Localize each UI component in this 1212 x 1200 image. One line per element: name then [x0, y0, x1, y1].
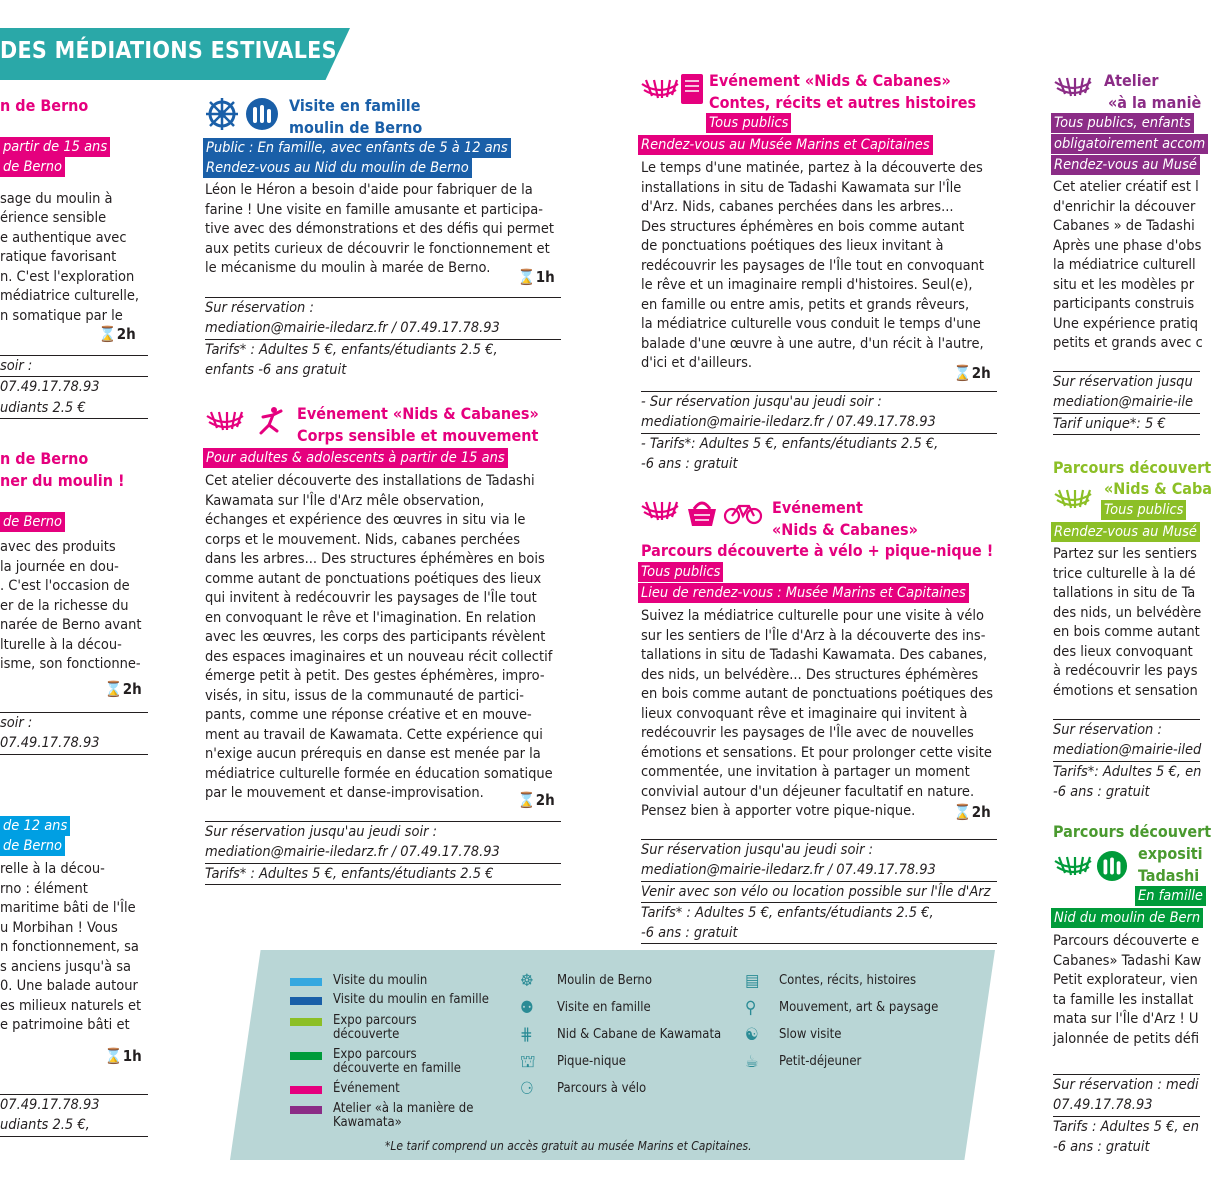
text-line: à redécouvrir les pays	[1053, 663, 1198, 679]
legend-color-label: Atelier «à la manière de Kawamata»	[333, 1101, 474, 1130]
family-icon: ⚉	[520, 998, 534, 1018]
text-line: es milieux naturels et	[0, 997, 142, 1014]
text-line: trice culturelle à la dé	[1053, 565, 1196, 582]
c1-b2-title2: Corps sensible et mouvement	[297, 426, 539, 445]
c3-b2-title2: «Nids & Caba	[1104, 479, 1212, 498]
text-line: d'enrichir la découver	[1053, 198, 1196, 215]
c0-b2-duration: ⌛2h	[104, 680, 142, 698]
c3-b1-tag2: obligatoirement accom	[1051, 134, 1208, 154]
text-line: narée de Berno avant	[0, 617, 142, 633]
text-line: émotions et sensation	[1053, 682, 1198, 699]
text-line: e patrimoine bâti et	[0, 1017, 130, 1033]
c2-b2-tag1: Tous publics	[638, 562, 723, 582]
text-line: er de la richesse du	[0, 597, 129, 614]
text-line: Après une phase d'obs	[1053, 237, 1202, 254]
banner-title: DES MÉDIATIONS ESTIVALES	[0, 38, 337, 64]
c3-b1-title1: Atelier	[1104, 71, 1159, 90]
text-line: le mécanisme du moulin à marée de Berno.	[205, 260, 491, 276]
picnic-basket-icon	[686, 497, 718, 531]
wheel-icon	[205, 97, 239, 135]
text-line: farine ! Une visite en famille amusante et participa-	[205, 201, 543, 218]
legend-icon-label: Moulin de Berno	[557, 973, 652, 988]
c3-b2-tag1: Tous publics	[1101, 500, 1186, 520]
c3-b2-text	[1053, 545, 1200, 701]
text-line: par le mouvement et danse-improvisation.	[205, 785, 484, 801]
c1-b1-reservation: Sur réservation : mediation@mairie-iledarz.fr / 07.49.17.78.93 Tarifs* : Adultes 5 €, enfants/étudiants 2.5 €, enfants -6 ans gratuit	[205, 297, 561, 380]
text-line: Léon le Héron a besoin d'aide pour fabriquer de la	[205, 182, 533, 198]
c3-b2-reservation: Sur réservation : mediation@mairie-iled Tarifs*: Adultes 5 €, en -6 ans : gratuit	[1053, 719, 1200, 802]
legend-icon-label: Petit-déjeuner	[779, 1054, 862, 1069]
text-line: Pensez bien à apporter votre pique-nique.	[641, 803, 916, 819]
c2-b1-title1: Evénement «Nids & Cabanes»	[709, 71, 951, 90]
legend-swatch	[290, 1086, 322, 1094]
nest-icon	[205, 410, 245, 436]
text-line: Petit explorateur, vien	[1053, 972, 1198, 988]
text-line: convivial autour d'un déjeuner facultatif en nature.	[641, 783, 975, 800]
c1-b2-duration: ⌛2h	[517, 791, 555, 809]
hourglass-icon: ⌛	[517, 791, 536, 809]
legend-color-label: Expo parcours découverte en famille	[333, 1047, 461, 1076]
c0-b1-text	[0, 190, 150, 327]
hourglass-icon: ⌛	[953, 364, 972, 382]
hourglass-icon: ⌛	[104, 680, 123, 698]
text-line: n. C'est l'exploration	[0, 268, 135, 285]
legend-swatch	[290, 978, 322, 986]
legend-icon-label: Slow visite	[779, 1027, 842, 1042]
text-line: corps et le mouvement. Nids, cabanes perchées	[205, 531, 520, 548]
text-line: des nids, un belvédère	[1053, 604, 1202, 621]
text-line: d'ici et d'ailleurs.	[641, 355, 753, 371]
text-line: médiatrice culturelle,	[0, 288, 140, 304]
c3-b1-reservation: Sur réservation jusqu mediation@mairie-ile Tarif unique*: 5 €	[1053, 371, 1200, 435]
c3-b1-tag3: Rendez-vous au Musé	[1051, 155, 1200, 175]
c0-b3-text	[0, 860, 150, 1036]
dance-icon: ⚲	[745, 998, 757, 1018]
c3-b3-title1: Parcours découvert	[1053, 822, 1212, 841]
c2-b1-title2: Contes, récits et autres histoires	[709, 93, 977, 112]
family-icon	[245, 97, 279, 135]
c3-b3-tag1: En famille	[1135, 886, 1206, 906]
text-line: installations in situ de Tadashi Kawamata sur l'Île	[641, 179, 962, 196]
text-line: la médiatrice culturelle vous conduit le temps d'une	[641, 316, 981, 332]
basket-icon: ⛫	[520, 1052, 536, 1072]
text-line: en famille ou entre amis, petits et grands rêveurs,	[641, 296, 970, 313]
text-line: ta famille les installat	[1053, 991, 1194, 1008]
c3-b1-text	[1053, 178, 1203, 354]
c1-b1-tag2: Rendez-vous au Nid du moulin de Berno	[203, 158, 472, 178]
c1-b1-text	[205, 181, 565, 279]
c0-b3-tag2: de Berno	[0, 836, 65, 856]
text-line: maritime bâti de l'Île	[0, 900, 136, 916]
text-line: en convoquant le rêve et l'imagination. En relation	[205, 609, 536, 626]
text-line: relle à la décou-	[0, 861, 105, 877]
c2-b1-tag2: Rendez-vous au Musée Marins et Capitaines	[638, 135, 933, 155]
text-line: isme, son fonctionne-	[0, 656, 141, 672]
text-line: ment au travail de Kawamata. Cette expérience qui	[205, 726, 543, 743]
column-0	[0, 95, 150, 326]
c0-b1-tag2: de Berno	[0, 157, 65, 177]
text-line: Cet atelier créatif est l	[1053, 179, 1199, 195]
legend-color-label: Visite du moulin en famille	[333, 992, 489, 1007]
c1-b2-text	[205, 472, 565, 804]
text-line: des lieux convoquant	[1053, 643, 1193, 660]
nest-icon	[640, 78, 680, 104]
text-line: émotions et sensations. Et pour prolonger cette visite	[641, 744, 992, 761]
c2-b2-text	[641, 607, 1001, 822]
text-line: Cet atelier découverte des installations de Tadashi	[205, 473, 535, 489]
c3-b3-title2: expositi	[1138, 844, 1203, 863]
text-line: d'Arz. Nids, cabanes perchées dans les arbres...	[641, 199, 954, 215]
text-line: balade d'une œuvre à une autre, d'un récit à l'autre,	[641, 335, 984, 352]
text-line: Le temps d'une matinée, partez à la découverte des	[641, 160, 983, 176]
family-icon	[1096, 850, 1128, 886]
text-line: sur les sentiers de l'Île d'Arz à la découverte des ins-	[641, 627, 986, 644]
c2-b2-tag2: Lieu de rendez-vous : Musée Marins et Capitaines	[638, 583, 969, 603]
c3-b3-title3: Tadashi	[1138, 866, 1200, 885]
text-line: aux petits curieux de découvrir le fonctionnement et	[205, 240, 550, 257]
text-line: situ et les modèles pr	[1053, 276, 1195, 293]
text-line: sage du moulin à	[0, 190, 113, 207]
legend-icon-label: Nid & Cabane de Kawamata	[557, 1027, 722, 1042]
bicycle-icon: ⚆	[520, 1079, 534, 1099]
legend-icon-label: Mouvement, art & paysage	[779, 1000, 939, 1015]
text-line: Partez sur les sentiers	[1053, 546, 1197, 562]
text-line: comme autant de ponctuations poétiques des lieux	[205, 570, 542, 587]
text-line: la médiatrice culturell	[1053, 257, 1196, 273]
text-line: redécouvrir les paysages de l'Île tout en convoquant	[641, 257, 985, 274]
nest-icon	[1053, 855, 1093, 881]
text-line: commentée, une invitation à partager un moment	[641, 764, 970, 780]
c0-b3-reservation: 07.49.17.78.93 udiants 2.5 €,	[0, 1094, 148, 1137]
text-line: n fonctionnement, sa	[0, 939, 139, 955]
c3-b1-title2: «à la maniè	[1108, 93, 1202, 112]
c0-b2-title1: n de Berno	[0, 449, 89, 468]
text-line: mata sur l'Île d'Arz ! U	[1053, 1011, 1199, 1027]
hourglass-icon: ⌛	[953, 803, 972, 821]
c3-b3-reservation: Sur réservation : medi 07.49.17.78.93 Tarifs : Adultes 5 €, en -6 ans : gratuit	[1053, 1074, 1200, 1157]
text-line: participants construis	[1053, 296, 1195, 312]
text-line: avec des produits	[0, 539, 116, 555]
hourglass-icon: ⌛	[98, 325, 117, 343]
text-line: visés, in situ, issus de la communauté de partici-	[205, 687, 524, 704]
text-line: Suivez la médiatrice culturelle pour une visite à vélo	[641, 608, 984, 624]
text-line: . C'est l'occasion de	[0, 578, 130, 594]
text-line: des nids, un belvédère... Des structures éphémères	[641, 666, 979, 683]
text-line: Une expérience pratiq	[1053, 315, 1199, 332]
c0-b1-duration: ⌛2h	[98, 325, 136, 343]
c0-b2-reservation: soir : 07.49.17.78.93	[0, 712, 148, 755]
text-line: redécouvrir les paysages de l'Île avec de nouvelles	[641, 725, 974, 741]
c0-b3-tag1: de 12 ans	[0, 816, 70, 836]
legend-swatch	[290, 1052, 322, 1060]
legend-color-label: Événement	[333, 1081, 400, 1096]
c3-b2-tag2: Rendez-vous au Musé	[1051, 522, 1200, 542]
text-line: pants, comme une réponse créative et en mouve-	[205, 707, 532, 723]
c0-b1-reservation: soir : 07.49.17.78.93 udiants 2.5 €	[0, 355, 148, 419]
bicycle-icon	[724, 502, 762, 528]
wheel-icon: ☸	[520, 971, 534, 991]
text-line: 0. Une balade autour	[0, 978, 138, 994]
text-line: avec les œuvres, les corps des participants révèlent	[205, 629, 546, 645]
nest-icon	[1053, 488, 1093, 514]
legend-footnote: *Le tarif comprend un accès gratuit au musée Marins et Capitaines.	[385, 1139, 752, 1153]
meditation-icon: ☯	[745, 1025, 759, 1045]
text-line: e authentique avec	[0, 229, 127, 246]
c2-b2-reservation: Sur réservation jusqu'au jeudi soir : mediation@mairie-iledarz.fr / 07.49.17.78.93 Venir avec son vélo ou location possible sur l'Île d'Arz Tarifs* : Adultes 5 €, enfants/étudiants 2.5 €, -6 ans : gratuit	[641, 839, 997, 944]
legend-icon-label: Visite en famille	[557, 1000, 651, 1015]
c3-b2-title1: Parcours découvert	[1053, 458, 1212, 477]
text-line: Parcours découverte e	[1053, 933, 1200, 949]
text-line: la journée en dou-	[0, 558, 119, 575]
nest-icon	[640, 500, 680, 526]
coffee-cup-icon: ☕	[745, 1052, 759, 1072]
legend-icon-label: Parcours à vélo	[557, 1081, 647, 1096]
legend-color-label: Expo parcours découverte	[333, 1013, 417, 1042]
text-line: Kawamata sur l'Île d'Arz mêle observation,	[205, 492, 485, 509]
text-line: Des structures éphémères en bois comme autant	[641, 218, 965, 235]
c1-b2-tag: Pour adultes & adolescents à partir de 15 ans	[203, 448, 508, 468]
c2-b1-duration: ⌛2h	[953, 364, 991, 382]
c2-b1-tag1: Tous publics	[706, 113, 791, 133]
text-line: ratique favorisant	[0, 249, 117, 265]
c0-b3-duration: ⌛1h	[104, 1047, 142, 1065]
c3-b1-tag1: Tous publics, enfants	[1051, 113, 1194, 133]
c2-b2-title1: Evénement	[772, 498, 863, 517]
text-line: érience sensible	[0, 210, 107, 226]
c2-b1-reservation: - Sur réservation jusqu'au jeudi soir : mediation@mairie-iledarz.fr / 07.49.17.78.93 - Tarifs*: Adultes 5 €, enfants/étudiants 2.5 €, -6 ans : gratuit	[641, 391, 997, 474]
text-line: Cabanes» Tadashi Kaw	[1053, 952, 1202, 969]
legend-icon-label: Pique-nique	[557, 1054, 626, 1069]
c0-b2-tag: de Berno	[0, 512, 65, 532]
text-line: lieux convoquant rêve et imaginaire qui invitent à	[641, 705, 968, 722]
dance-icon	[255, 405, 287, 441]
text-line: tive avec des démonstrations et des défis qui permet	[205, 221, 554, 237]
nest-icon: ⋕	[520, 1025, 533, 1045]
text-line: de ponctuations poétiques des lieux invitant à	[641, 238, 944, 254]
c0-b1-title: n de Berno	[0, 96, 89, 115]
text-line: petits et grands avec c	[1053, 335, 1203, 351]
c2-b2-duration: ⌛2h	[953, 803, 991, 821]
legend-swatch	[290, 997, 322, 1005]
hourglass-icon: ⌛	[104, 1047, 123, 1065]
c1-b2-reservation: Sur réservation jusqu'au jeudi soir : mediation@mairie-iledarz.fr / 07.49.17.78.93 Tarifs* : Adultes 5 €, enfants/étudiants 2.5 €	[205, 821, 561, 885]
c2-b2-title2: «Nids & Cabanes»	[772, 520, 918, 539]
c1-b1-tag1: Public : En famille, avec enfants de 5 à 12 ans	[203, 138, 511, 158]
c1-b1-title1: Visite en famille	[289, 96, 421, 115]
c1-b2-title1: Evénement «Nids & Cabanes»	[297, 404, 539, 423]
text-line: u Morbihan ! Vous	[0, 919, 118, 936]
book-icon	[680, 73, 704, 109]
c3-b3-text	[1053, 932, 1200, 1049]
hourglass-icon: ⌛	[517, 268, 536, 286]
c1-b1-duration: ⌛1h	[517, 268, 555, 286]
text-line: des espaces imaginaires et un nouveau récit collectif	[205, 648, 553, 665]
book-icon: ▤	[745, 971, 760, 991]
text-line: n'exige aucun prérequis en danse est menée par la	[205, 746, 541, 762]
c2-b1-text	[641, 159, 1001, 374]
text-line: en bois comme autant	[1053, 624, 1200, 640]
text-line: rno : élément	[0, 880, 88, 897]
text-line: le rêve et un imaginaire rempli d'histoires. Seul(e),	[641, 277, 973, 293]
text-line: en bois comme autant de ponctuations poétiques des	[641, 686, 994, 702]
c3-b3-tag2: Nid du moulin de Bern	[1051, 908, 1203, 928]
legend-icon-label: Contes, récits, histoires	[779, 973, 917, 988]
c2-b2-title3: Parcours découverte à vélo + pique-nique !	[641, 541, 994, 560]
c1-b1-title2: moulin de Berno	[289, 118, 423, 137]
c0-b2-text	[0, 538, 150, 675]
text-line: émerge petit à petit. Des gestes éphémères, impro-	[205, 668, 545, 684]
text-line: qui invitent à redécouvrir les paysages de l'Île tout	[205, 590, 537, 606]
text-line: médiatrice culturelle formée en éducation somatique	[205, 765, 553, 782]
text-line: Cabanes » de Tadashi	[1053, 218, 1195, 234]
text-line: jalonnée de petits défi	[1053, 1030, 1200, 1047]
text-line: dans les arbres... Des structures éphémères en bois	[205, 551, 545, 567]
legend-swatch	[290, 1018, 322, 1026]
c0-b2-title2: ner du moulin !	[0, 471, 125, 490]
legend-color-label: Visite du moulin	[333, 973, 428, 988]
c0-b1-tag1: partir de 15 ans	[0, 137, 110, 157]
text-line: lturelle à la décou-	[0, 636, 122, 653]
text-line: tallations in situ de Tadashi Kawamata. Des cabanes,	[641, 647, 988, 663]
text-line: échanges et expérience des œuvres in situ via le	[205, 512, 526, 528]
text-line: n somatique par le	[0, 307, 123, 324]
text-line: s anciens jusqu'à sa	[0, 958, 131, 975]
text-line: tallations in situ de Ta	[1053, 585, 1196, 601]
nest-icon	[1053, 76, 1093, 102]
legend-swatch	[290, 1106, 322, 1114]
